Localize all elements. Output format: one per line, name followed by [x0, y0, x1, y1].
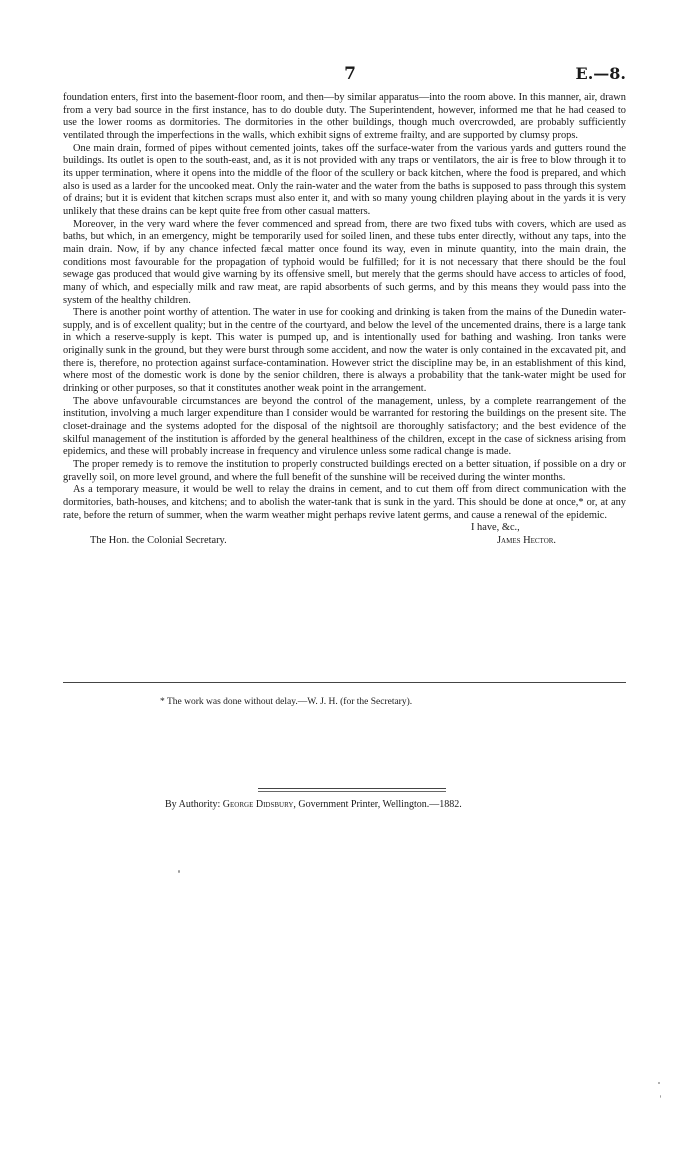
signature: James Hector. — [497, 535, 557, 547]
paragraph-7: As a temporary measure, it would be well to relay the drains in cement, and to cut them off from direct communication with the dormitories, bath-houses, and kitchens; and to abolish the water-tank that is sunk in the yard. This should be done at once,* or, at any rate, before the return of summer, when the warm weather might perhaps revive latent germs, and cause a renewal of the epidemic. — [63, 484, 626, 521]
paragraph-2: One main drain, formed of pipes without cemented joints, takes off the surface-water from the various yards and gutters round the buildings. Its outlet is open to the south-east, and, as it is not provided with any traps or ventilators, the air is free to blow through it to its upper termination, where it opens into the middle of the floor of the scullery or back kitchen, where the food is prepared, and which also is used as a larder for the uncooked meat. Only the rain-water and the water from the baths is supposed to pass through this system of drains; but it is evident that kitchen scraps must also enter it, and with so many young children playing about in the yards it is very unlikely that these drains can be kept quite free from other casual matters. — [63, 142, 626, 217]
paragraph-3: Moreover, in the very ward where the fever commenced and spread from, there are two fixed tubs with covers, which are used as baths, but which, in an emergency, might be temporarily used for soiled linen, and these tubs enter directly, without any taps, into the main drain. Now, if by any chance infected fæcal matter once found its way, even in minute quantity, into the main drain, the conditions most favourable for the propagation of typhoid would be fulfilled; for it is not necessary that there should be the foul sewage gas produced that would give warning by its offensive smell, but merely that the germs should have access to articles of food, many of which, and especially milk and raw meat, are rapid absorbents of such germs, and by this means they would pass into the system of the healthy children. — [63, 218, 626, 306]
addressee: The Hon. the Colonial Secretary. — [90, 535, 227, 547]
paper-speck — [178, 870, 180, 873]
paragraph-5: The above unfavourable circumstances are beyond the control of the management, unless, by a complete rearrangement of the institution, involving a much larger expenditure than I consider would be warranted for restoring the buildings on the present site. The closet-drainage and the systems adopted for the disposal of the nightsoil are thoroughly satisfactory; and the best evidence of the skilful management of the institution is afforded by the general healthiness of the children, except in the case of sickness arising from epidemics, and these will probably increase in frequency and virulence unless some radical change is made. — [63, 395, 626, 458]
imprint-divider-thin — [258, 791, 446, 792]
page-number: 7 — [344, 64, 356, 84]
imprint-suffix: , Government Printer, Wellington.—1882. — [293, 799, 462, 810]
footnote-divider — [63, 682, 626, 683]
closing-salutation: I have, &c., — [471, 522, 520, 534]
footnote: * The work was done without delay.—W. J. H. (for the Secretary). — [160, 697, 413, 707]
document-reference: E.—8. — [575, 64, 626, 83]
printer-imprint — [165, 799, 585, 810]
paragraph-6: The proper remedy is to remove the institution to properly constructed buildings erected on a better situation, if possible on a dry or gravelly soil, on more level ground, and where the full benefit of the sunshine will be received during the winter months. — [63, 459, 626, 483]
imprint-printer: George Didsbury — [222, 799, 294, 810]
imprint-prefix: By Authority: — [165, 799, 223, 810]
imprint-divider — [258, 788, 446, 789]
closing-row — [63, 522, 626, 535]
signature-row — [63, 535, 626, 548]
paragraph-4: There is another point worthy of attention. The water in use for cooking and drinking is taken from the mains of the Dunedin water-supply, and is of excellent quality; but in the centre of the courtyard, and below the level of the uncemented drains, there is a large tank in which a reserve-supply is kept. This water is pumped up, and is intentionally used for bathing and washing. Iron tanks were originally sunk in the ground, but they were burst through some accident, and now the water is only contained in the excavated pit, and there is, therefore, no protection against surface-contamination. However strict the discipline may be, in an establishment of this kind, where most of the domestic work is done by the senior children, there is always a probability that the tank-water might be used for drinking or other purposes, so that it constitutes another weak point in the arrangement. — [63, 307, 626, 395]
paper-speck — [658, 1082, 660, 1084]
paper-speck — [660, 1095, 661, 1098]
paragraph-1: foundation enters, first into the basement-floor room, and then—by similar apparatus—into the room above. In this manner, air, drawn from a very bad source in the first instance, has to do double duty. The Superintendent, however, informed me that he had ceased to use the lower rooms as dormitories. The dormitories in the other buildings, though much overcrowded, are probably sufficiently ventilated through the imperfections in the walls, which exhibit signs of extreme frailty, and are supported by clumsy props. — [63, 92, 626, 141]
letter-body — [63, 92, 626, 548]
